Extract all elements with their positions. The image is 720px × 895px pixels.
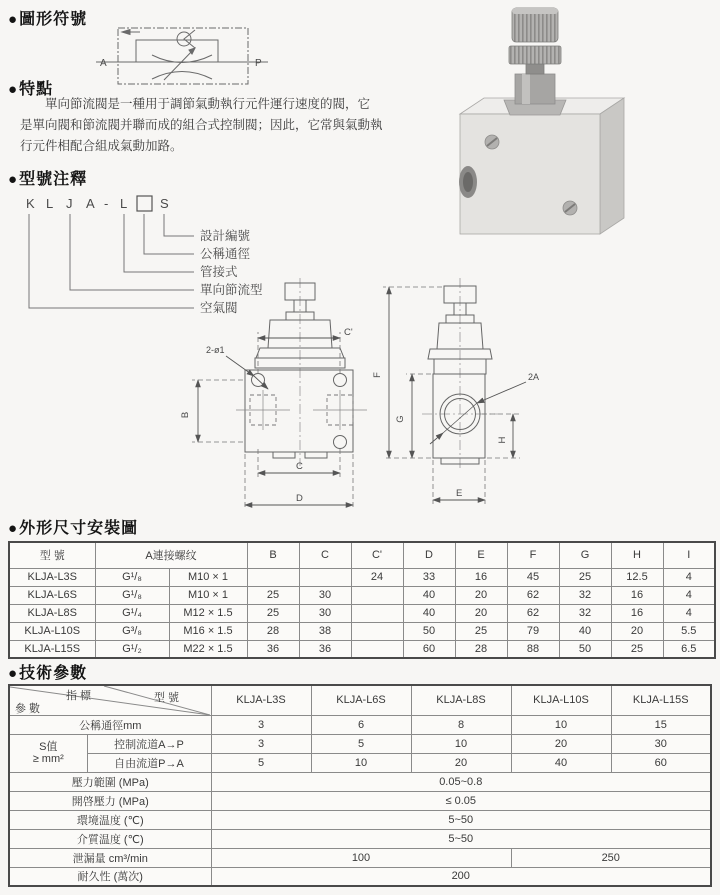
symbol-port-p-label: P [255,58,262,69]
corner-label-indicator: 指 標 [66,690,92,702]
code-label-throttle-type: 單向節流型 [200,283,263,297]
table-cell: 5 [311,734,411,753]
bullet-icon: ● [8,520,19,537]
table-cell: 40 [403,586,455,604]
dim-label-g: G [395,415,406,423]
table-cell: 33 [403,568,455,586]
table-cell: KLJA-L3S [9,568,95,586]
table-cell: 28 [247,622,299,640]
column-header: E [455,542,507,568]
table-cell: 12.5 [611,568,663,586]
column-header: KLJA-L6S [311,685,411,715]
table-row [9,772,711,791]
table-cell [351,640,403,658]
table-cell: 25 [247,586,299,604]
front-view-drawing [180,278,367,509]
table-row [9,586,715,604]
table-cell: 79 [507,622,559,640]
table-cell: 250 [511,848,711,867]
bullet-icon: ● [8,81,19,98]
table-cell: 耐久性 (萬次) [9,867,211,886]
code-letter: L [120,196,128,211]
dimensions-table [8,541,716,659]
table-row [9,867,711,886]
table-cell: S值 ≥ mm² [9,734,87,772]
table-cell: 88 [507,640,559,658]
table-cell [299,568,351,586]
column-header: D [403,542,455,568]
table-row [9,715,711,734]
table-cell: 20 [411,753,511,772]
table-cell: 自由流道P→A [87,753,211,772]
table-cell: 25 [611,640,663,658]
table-cell: 200 [211,867,711,886]
table-cell: 開啓壓力 (MPa) [9,791,211,810]
column-header: I [663,542,715,568]
table-cell: 16 [455,568,507,586]
table-cell: 50 [559,640,611,658]
table-cell: 4 [663,568,715,586]
code-label-air-valve: 空氣閥 [200,301,238,315]
features-paragraph [20,94,450,157]
table-cell: 30 [299,586,351,604]
table-cell: G¹/₈ [95,586,169,604]
table-cell: 6 [311,715,411,734]
table-cell: 環境温度 (℃) [9,810,211,829]
table-cell: 60 [403,640,455,658]
table-cell: G¹/₂ [95,640,169,658]
product-photo [450,2,650,254]
table-cell: M22 × 1.5 [169,640,247,658]
section-title-tech-params: ●技術參數 [8,665,88,682]
table-cell: 20 [455,586,507,604]
table-cell: 0.05~0.8 [211,772,711,791]
table-row [9,542,715,568]
table-cell: 4 [663,586,715,604]
table-row [9,848,711,867]
table-row [9,810,711,829]
table-cell: M10 × 1 [169,586,247,604]
table-row [9,568,715,586]
table-cell: KLJA-L15S [9,640,95,658]
column-header: G [559,542,611,568]
table-cell: KLJA-L8S [9,604,95,622]
column-header: F [507,542,559,568]
table-cell: 5~50 [211,829,711,848]
table-cell: 32 [559,604,611,622]
table-cell [351,622,403,640]
table-cell: M10 × 1 [169,568,247,586]
code-letter: S [160,196,169,211]
table-cell: 16 [611,604,663,622]
table-cell: 20 [511,734,611,753]
column-header: C [299,542,351,568]
section-title-model-code: ●型號注釋 [8,171,88,188]
dim-label-b: B [180,411,191,419]
table-cell: 6.5 [663,640,715,658]
table-cell: 10 [511,715,611,734]
table-cell: 50 [403,622,455,640]
table-cell: 10 [311,753,411,772]
column-header: KLJA-L3S [211,685,311,715]
table-cell: 36 [299,640,351,658]
table-row [9,829,711,848]
code-letter: K [26,196,35,211]
dim-label-f: F [372,372,383,378]
table-cell: 28 [455,640,507,658]
table-cell: 24 [351,568,403,586]
dim-label-e: E [456,488,463,499]
table-cell: 100 [211,848,511,867]
table-cell: G³/₈ [95,622,169,640]
code-letter: J [66,196,73,211]
table-cell: 3 [211,715,311,734]
table-cell: 30 [611,734,711,753]
table-cell: KLJA-L10S [9,622,95,640]
hole-note-label: 2-ø1 [206,345,225,355]
table-cell: 壓力範圍 (MPa) [9,772,211,791]
features-line: 行元件相配合組成氣動加路。 [20,139,183,153]
dim-label-c-prime: C' [344,327,353,338]
corner-label-parameter: 參 數 [15,703,41,715]
table-row [9,734,711,753]
table-cell: G¹/₄ [95,604,169,622]
table-row [9,640,715,658]
dim-label-d: D [296,493,303,504]
table-cell: 10 [411,734,511,753]
code-letter: L [46,196,54,211]
code-letter: - [104,196,109,211]
dimension-drawings [130,276,710,521]
table-cell: 16 [611,586,663,604]
table-cell: 控制流道A→P [87,734,211,753]
table-cell: 25 [559,568,611,586]
code-label-nominal-diameter: 公稱通徑 [200,247,251,261]
table-cell: 62 [507,604,559,622]
table-cell: 25 [455,622,507,640]
table-cell: 介質温度 (℃) [9,829,211,848]
column-header: 型 號 [9,542,95,568]
table-cell: 20 [455,604,507,622]
side-view-drawing [372,278,539,504]
table-cell: 3 [211,734,311,753]
table-cell: 25 [247,604,299,622]
table-cell: 36 [247,640,299,658]
table-row [9,604,715,622]
table-cell [351,586,403,604]
bullet-icon: ● [8,171,19,188]
table-cell: 5.5 [663,622,715,640]
table-cell: 5~50 [211,810,711,829]
table-row [9,753,711,772]
features-line: 單向節流閥是一種用于調節氣動執行元件運行速度的閥，它 [45,97,371,111]
code-label-pipe-type: 管接式 [200,265,238,279]
table-cell: 45 [507,568,559,586]
table-cell [351,604,403,622]
table-cell: 60 [611,753,711,772]
table-cell: ≤ 0.05 [211,791,711,810]
table-row [9,791,711,810]
bullet-icon: ● [8,11,19,28]
column-header: KLJA-L15S [611,685,711,715]
dim-label-c: C [296,461,303,472]
table-cell: G¹/₈ [95,568,169,586]
code-label-design-number: 設計編號 [200,229,251,243]
column-header: KLJA-L10S [511,685,611,715]
table-cell: 40 [511,753,611,772]
table-row [9,622,715,640]
section-title-symbol: ●圖形符號 [8,11,88,28]
column-header: KLJA-L8S [411,685,511,715]
table-cell: 4 [663,604,715,622]
table-cell: 40 [559,622,611,640]
table-cell: M12 × 1.5 [169,604,247,622]
table-cell: 泄漏量 cm³/min [9,848,211,867]
column-header: H [611,542,663,568]
table-cell: 30 [299,604,351,622]
valve-symbol-diagram [92,22,272,94]
table-cell: 38 [299,622,351,640]
code-letter: A [86,196,95,211]
code-size-box [137,196,152,211]
column-header: A連接螺纹 [95,542,247,568]
column-header: B [247,542,299,568]
table-cell: KLJA-L6S [9,586,95,604]
column-header: C' [351,542,403,568]
param-table-corner-cell [10,686,210,715]
section-title-dimensions: ●外形尺寸安裝圖 [8,520,139,537]
table-cell: 公稱通徑mm [9,715,211,734]
corner-label-model: 型 號 [154,692,180,704]
section-title-features: ●特點 [8,81,54,98]
dim-label-h: H [497,436,508,444]
bullet-icon: ● [8,665,19,682]
table-cell: 15 [611,715,711,734]
port-note-label: 2A [528,372,540,382]
table-cell: 5 [211,753,311,772]
table-cell: 20 [611,622,663,640]
table-cell: 32 [559,586,611,604]
features-line: 是單向閥和節流閥并聯而成的組合式控制閥；因此，它常與氣動執 [20,118,383,132]
table-cell: M16 × 1.5 [169,622,247,640]
table-cell: 62 [507,586,559,604]
table-cell: 8 [411,715,511,734]
table-cell: 40 [403,604,455,622]
table-cell [247,568,299,586]
symbol-port-a-label: A [100,58,107,69]
